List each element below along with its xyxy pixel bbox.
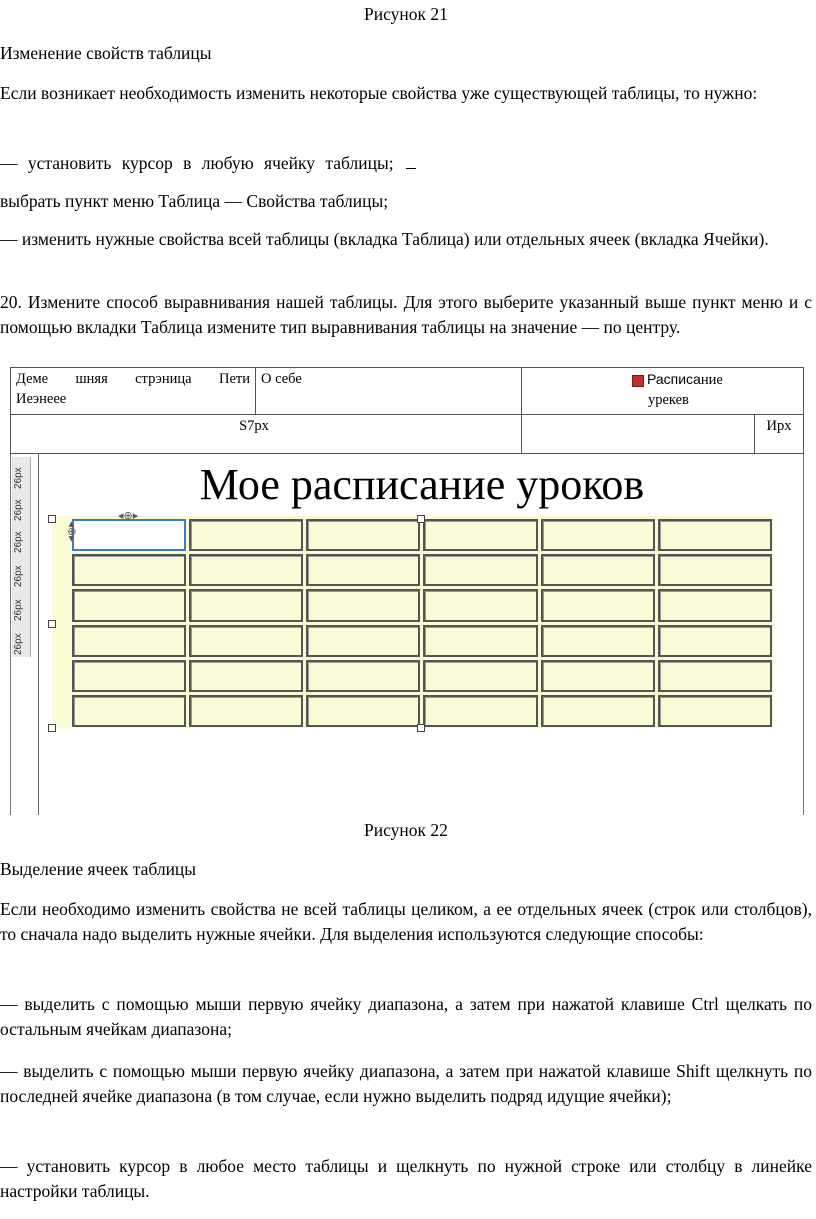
left-border [10, 454, 11, 815]
page-layout-table [10, 367, 804, 454]
table-cell[interactable] [306, 695, 420, 727]
table-cell[interactable] [306, 625, 420, 657]
row2-right-label: Ирх [766, 418, 792, 435]
table-cell[interactable] [72, 695, 186, 727]
cell-row2-left[interactable] [11, 415, 522, 454]
intro-paragraph: Если возникает необходимость изменить некоторые свойства уже существующей таблицы, то нужно: [0, 83, 758, 103]
selection-way-shift: — выделить с помощью мыши первую ячейку диапазона, а затем при нажатой клавише Shift щелкнуть по последней ячейке диапазона (в том случае, если нужно выделить подряд идущие ячейки); [0, 1061, 812, 1106]
table-cell[interactable] [306, 589, 420, 621]
resize-handle-bottom-left[interactable] [48, 724, 56, 732]
step-set-cursor-text: — установить курсор в любую ячейку таблицы; [0, 153, 394, 173]
selection-way-ruler: — установить курсор в любое место таблицы и щелкнуть по нужной строке или столбцу в линейке настройки таблицы. [0, 1156, 812, 1201]
table-cell[interactable] [423, 554, 537, 586]
table-row-ruler[interactable] [12, 457, 31, 657]
column-move-icon[interactable]: ◂⊕▸ [118, 509, 139, 522]
task-20: 20. Измените способ выравнивания нашей таблицы. Для этого выберите указанный выше пункт меню и с помощью вкладки Таблица измените тип выравнивания таблицы на значение — по центру. [0, 292, 812, 337]
cell-about-label: О себе [261, 371, 302, 387]
table-cell[interactable] [72, 554, 186, 586]
table-cell[interactable] [541, 695, 655, 727]
table-cell[interactable] [189, 519, 303, 551]
table-cell[interactable] [189, 589, 303, 621]
table-cell[interactable] [658, 625, 772, 657]
table-cell[interactable] [541, 660, 655, 692]
ruler-label: 26px [13, 531, 24, 553]
table-cell[interactable] [423, 519, 537, 551]
step-set-cursor [0, 151, 812, 176]
cell-about[interactable] [256, 368, 522, 415]
table-cell[interactable] [189, 554, 303, 586]
schedule-table-grid[interactable] [72, 519, 772, 727]
table-cell-active[interactable] [72, 519, 186, 551]
table-cell[interactable] [541, 554, 655, 586]
cell-row2-right[interactable] [755, 415, 804, 454]
table-cell[interactable] [306, 660, 420, 692]
resize-handle-middle-left[interactable] [48, 620, 56, 628]
figure-21-caption: Рисунок 21 [364, 4, 448, 24]
step-change-properties: — изменить нужные свойства всей таблицы (вкладка Таблица) или отдельных ячеек (вкладка Ячейки). [0, 229, 769, 249]
table-cell[interactable] [189, 660, 303, 692]
table-cell[interactable] [189, 695, 303, 727]
ruler-label: 26px [13, 565, 24, 587]
ruler-label: 26px [13, 599, 24, 621]
table-cell[interactable] [72, 660, 186, 692]
table-cell[interactable] [658, 660, 772, 692]
row-move-icon[interactable]: ◂⊕▸ [65, 521, 79, 542]
table-cell[interactable] [658, 554, 772, 586]
section-title-table-properties: Изменение свойств таблицы [0, 43, 212, 63]
table-cell[interactable] [423, 660, 537, 692]
table-cell[interactable] [423, 589, 537, 621]
resize-handle-top-middle[interactable] [417, 515, 425, 523]
ruler-label: 26px [13, 499, 24, 521]
cell-home-line1: Деме шняя стрэница Пети [16, 371, 250, 387]
table-cell[interactable] [541, 625, 655, 657]
cell-home-page[interactable] [11, 368, 256, 415]
cell-schedule[interactable] [522, 368, 804, 415]
content-column-border [38, 454, 39, 815]
selection-intro-paragraph: Если необходимо изменить свойства не всей таблицы целиком, а ее отдельных ячеек (строк или столбцов), то сначала надо выделить нужные ячейки. Для выделения используются следующие способы: [0, 899, 812, 944]
schedule-badge-label: Расписа [647, 371, 701, 387]
table-cell[interactable] [423, 625, 537, 657]
schedule-image-icon [632, 375, 644, 387]
table-cell[interactable] [72, 625, 186, 657]
row2-left-label: S7px [239, 418, 269, 435]
selection-way-ctrl: — выделить с помощью мыши первую ячейку диапазона, а затем при нажатой клавише Ctrl щелкать по остальным ячейкам диапазона; [0, 994, 812, 1039]
schedule-heading: Мое расписание уроков [199, 460, 645, 509]
resize-handle-bottom-middle[interactable] [417, 724, 425, 732]
table-cell[interactable] [72, 589, 186, 621]
figure-21-editor-screenshot [10, 367, 804, 815]
schedule-rest-label: ние [700, 372, 723, 388]
table-cell[interactable] [306, 554, 420, 586]
ruler-label: 26px [13, 467, 24, 489]
table-cell[interactable] [423, 695, 537, 727]
table-cell[interactable] [658, 519, 772, 551]
resize-handle-top-left[interactable] [48, 515, 56, 523]
table-cell[interactable] [306, 519, 420, 551]
cell-row2-middle[interactable] [522, 415, 755, 454]
table-cell[interactable] [541, 519, 655, 551]
table-cell[interactable] [189, 625, 303, 657]
figure-22-caption: Рисунок 22 [364, 820, 448, 840]
step-choose-menu: выбрать пункт меню Таблица — Свойства таблицы; [0, 191, 389, 211]
table-cell[interactable] [541, 589, 655, 621]
cell-home-line2: Иеэнеее [16, 391, 67, 407]
ruler-label: 26px [13, 633, 24, 655]
text-cursor-icon [406, 158, 416, 169]
section-title-cell-selection: Выделение ячеек таблицы [0, 859, 197, 879]
schedule-line2: урекев [648, 392, 689, 408]
table-cell[interactable] [658, 695, 772, 727]
table-cell[interactable] [658, 589, 772, 621]
